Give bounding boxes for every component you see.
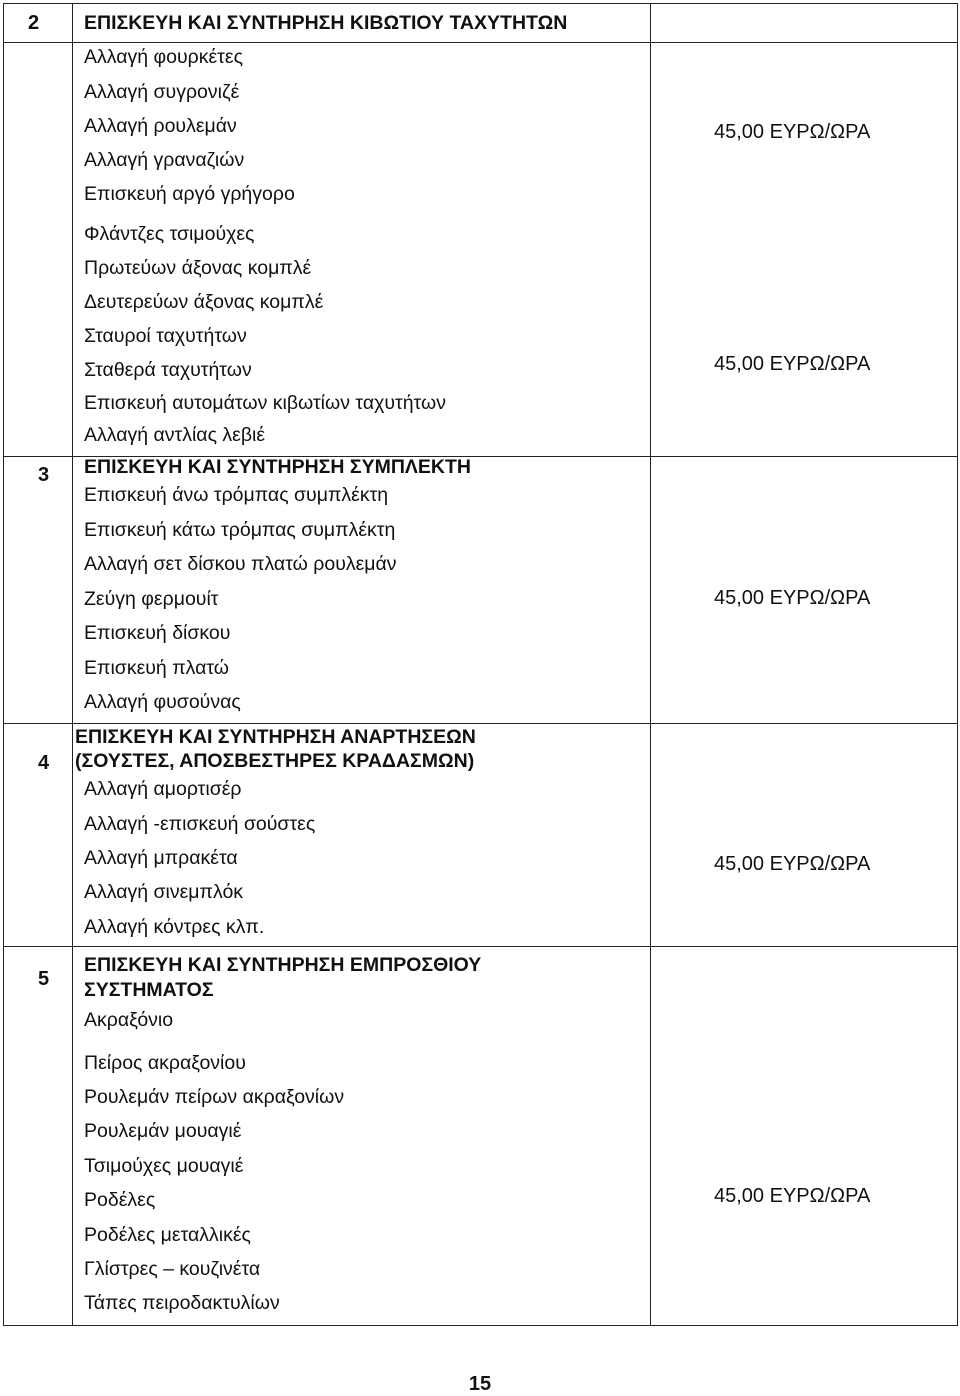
list-item: Ακραξόνιο <box>84 1009 174 1031</box>
list-item: Επισκευή άνω τρόμπας συμπλέκτη <box>84 484 389 506</box>
list-item: Πρωτεύων άξονας κομπλέ <box>84 257 312 279</box>
section-title: ΕΠΙΣΚΕΥΗ ΚΑΙ ΣΥΝΤΗΡΗΣΗ ΚΙΒΩΤΙΟΥ ΤΑΧΥΤΗΤΩΝ <box>84 12 568 34</box>
section-title: ΕΠΙΣΚΕΥΗ ΚΑΙ ΣΥΝΤΗΡΗΣΗ ΣΥΜΠΛΕΚΤΗ <box>84 456 472 478</box>
list-item: Ζεύγη φερμουίτ <box>84 588 219 610</box>
list-item: Ρουλεμάν πείρων ακραξονίων <box>84 1086 345 1108</box>
rate-value: 45,00 ΕΥΡΩ/ΩΡΑ <box>714 121 871 143</box>
section-number: 3 <box>38 464 50 486</box>
row-divider <box>4 946 957 947</box>
list-item: Ροδέλες μεταλλικές <box>84 1224 251 1246</box>
list-item: Επισκευή πλατώ <box>84 657 230 679</box>
section-title-line-2: (ΣΟΥΣΤΕΣ, ΑΠΟΣΒΕΣΤΗΡΕΣ ΚΡΑΔΑΣΜΩΝ) <box>75 750 475 772</box>
list-item: Ρουλεμάν μουαγιέ <box>84 1120 242 1142</box>
list-item: Επισκευή δίσκου <box>84 622 231 644</box>
list-item: Γλίστρες – κουζινέτα <box>84 1258 261 1280</box>
list-item: Αλλαγή σινεμπλόκ <box>84 881 244 903</box>
list-item: Δευτερεύων άξονας κομπλέ <box>84 291 324 313</box>
column-divider-rate <box>650 4 651 1325</box>
section-number: 5 <box>38 968 50 990</box>
section-number: 2 <box>28 12 40 34</box>
list-item: Ροδέλες <box>84 1189 156 1211</box>
list-item: Φλάντζες τσιμούχες <box>84 223 255 245</box>
section-title: ΕΠΙΣΚΕΥΗ ΚΑΙ ΣΥΝΤΗΡΗΣΗ ΑΝΑΡΤΗΣΕΩΝ <box>75 726 476 748</box>
rate-value: 45,00 ΕΥΡΩ/ΩΡΑ <box>714 1185 871 1207</box>
column-divider-number <box>72 4 73 1325</box>
section-title-line-2: ΣΥΣΤΗΜΑΤΟΣ <box>84 979 214 1001</box>
section-title: ΕΠΙΣΚΕΥΗ ΚΑΙ ΣΥΝΤΗΡΗΣΗ ΕΜΠΡΟΣΘΙΟΥ <box>84 954 482 976</box>
list-item: Αλλαγή αντλίας λεβιέ <box>84 424 266 446</box>
list-item: Αλλαγή ρουλεμάν <box>84 115 237 137</box>
list-item: Αλλαγή -επισκευή σούστες <box>84 813 316 835</box>
rate-value: 45,00 ΕΥΡΩ/ΩΡΑ <box>714 587 871 609</box>
row-divider <box>4 42 957 43</box>
list-item: Επισκευή αργό γρήγορο <box>84 183 295 205</box>
list-item: Αλλαγή σετ δίσκου πλατώ ρουλεμάν <box>84 553 397 575</box>
row-divider <box>4 723 957 724</box>
list-item: Πείρος ακραξονίου <box>84 1052 246 1074</box>
list-item: Επισκευή κάτω τρόμπας συμπλέκτη <box>84 519 396 541</box>
list-item: Αλλαγή αμορτισέρ <box>84 778 242 800</box>
list-item: Τάπες πειροδακτυλίων <box>84 1292 280 1314</box>
list-item: Σταθερά ταχυτήτων <box>84 359 252 381</box>
rate-value: 45,00 ΕΥΡΩ/ΩΡΑ <box>714 853 871 875</box>
rate-value: 45,00 ΕΥΡΩ/ΩΡΑ <box>714 353 871 375</box>
list-item: Αλλαγή κόντρες κλπ. <box>84 916 265 938</box>
list-item: Τσιμούχες μουαγιέ <box>84 1155 244 1177</box>
page-number: 15 <box>468 1373 492 1395</box>
list-item: Αλλαγή γραναζιών <box>84 149 245 171</box>
list-item: Σταυροί ταχυτήτων <box>84 325 247 347</box>
list-item: Επισκευή αυτομάτων κιβωτίων ταχυτήτων <box>84 392 446 414</box>
list-item: Αλλαγή φυσούνας <box>84 691 241 713</box>
list-item: Αλλαγή φουρκέτες <box>84 46 243 68</box>
section-number: 4 <box>38 752 50 774</box>
list-item: Αλλαγή μπρακέτα <box>84 847 238 869</box>
list-item: Αλλαγή συγρονιζέ <box>84 81 240 103</box>
